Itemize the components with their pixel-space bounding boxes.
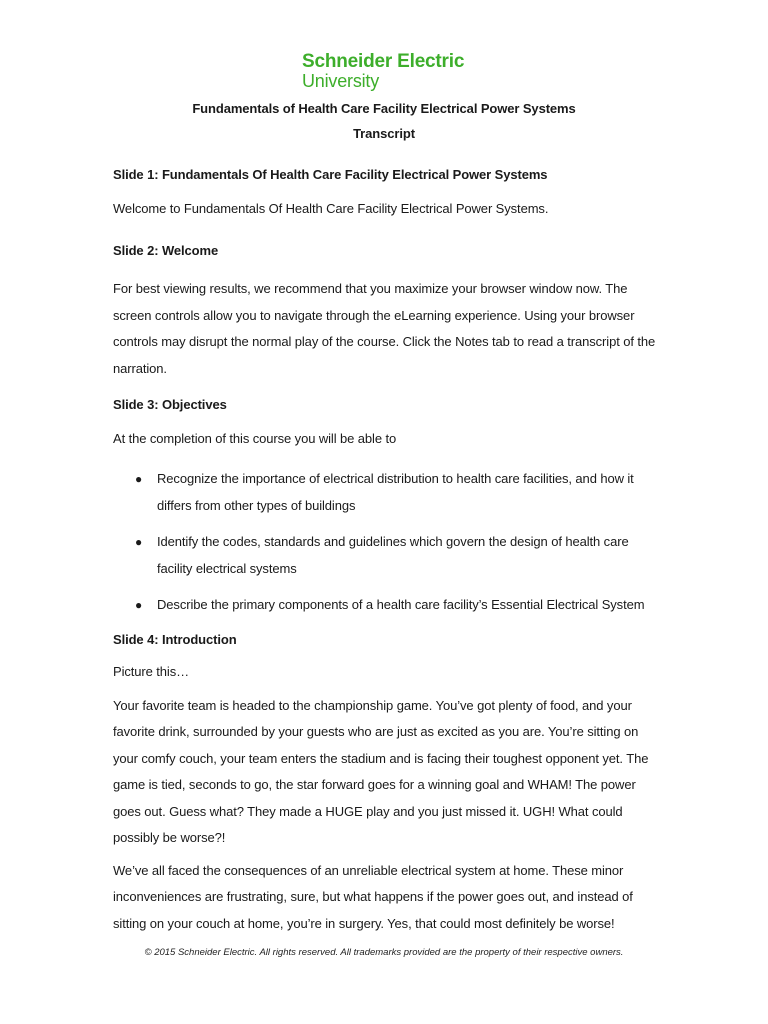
slide-4-paragraph-3: We’ve all faced the consequences of an unreliable electrical system at home. These minor inconveniences are frustrating, sure, but what happens if the power goes out, and instead of sitting on your couch at home, you’re in surgery. Yes, that could most definitely be worse!: [113, 862, 633, 931]
list-item: [113, 592, 658, 619]
slide-1-heading: Slide 1: Fundamentals Of Health Care Facility Electrical Power Systems: [113, 167, 548, 182]
schneider-electric-university-logo: [302, 52, 482, 90]
objective-text: Describe the primary components of a health care facility’s Essential Electrical System: [157, 597, 645, 612]
list-item: [113, 529, 658, 582]
list-item: [113, 466, 658, 519]
bullet-icon: ●: [135, 472, 143, 486]
document-title: Fundamentals of Health Care Facility Electrical Power Systems: [192, 101, 576, 116]
slide-4-paragraph-1: Picture this…: [113, 663, 190, 679]
bullet-icon: ●: [135, 598, 143, 612]
copyright-footer: © 2015 Schneider Electric. All rights reserved. All trademarks provided are the property of their respective owners.: [144, 947, 624, 958]
logo-brand: Schneider Electric: [302, 51, 465, 72]
transcript-content: [113, 166, 658, 937]
slide-1-paragraph: Welcome to Fundamentals Of Health Care Facility Electrical Power Systems.: [113, 201, 549, 216]
objective-text: Recognize the importance of electrical distribution to health care facilities, and how it differs from other types of buildings: [157, 471, 634, 513]
slide-2-heading: Slide 2: Welcome: [113, 243, 219, 258]
logo-sub: University: [302, 71, 380, 91]
slide-3-intro: At the completion of this course you will be able to: [113, 431, 397, 446]
objectives-list: [113, 466, 658, 619]
slide-4-paragraph-2: Your favorite team is headed to the championship game. You’ve got plenty of food, and your favorite drink, surrounded by your guests who are just as excited as you are. You’re sitting on your comfy couch, your team enters the stadium and is facing their toughest opponent yet. The game is tied, seconds to go, the star forward goes for a winning goal and WHAM! The power goes out. Guess what? They made a HUGE play and you just missed it. UGH! What could possibly be worse?!: [113, 697, 649, 845]
bullet-icon: ●: [135, 535, 143, 549]
objective-text: Identify the codes, standards and guidelines which govern the design of health care facility electrical systems: [157, 534, 629, 576]
slide-3-heading: Slide 3: Objectives: [113, 397, 227, 412]
document-subtitle: Transcript: [353, 126, 415, 141]
slide-4-heading: Slide 4: Introduction: [113, 631, 237, 647]
slide-2-paragraph: For best viewing results, we recommend that you maximize your browser window now. The screen controls allow you to navigate through the eLearning experience. Using your browser controls may disrupt the normal play of the course. Click the Notes tab to read a transcript of the narration.: [113, 281, 656, 376]
